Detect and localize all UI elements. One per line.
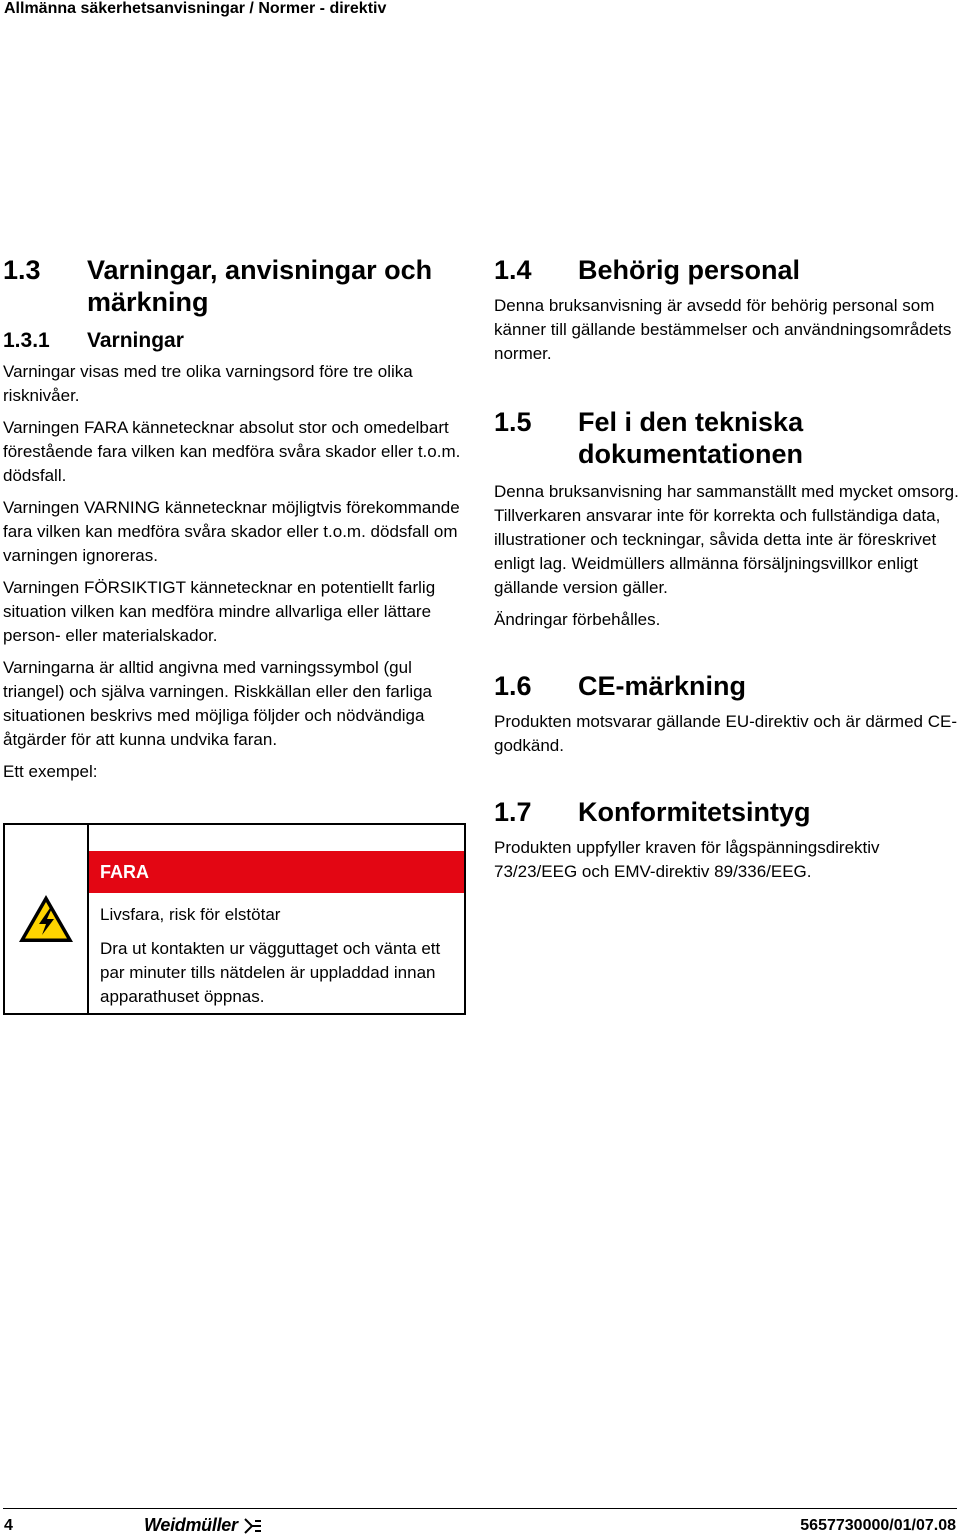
section-1-3-heading [3,254,468,318]
section-number: 1.3.1 [3,329,50,352]
paragraph: Produkten motsvarar gällande EU-direktiv och är därmed CE-godkänd. [494,712,957,755]
section-number: 1.5 [494,407,532,437]
action-text: Dra ut kontakten ur vägguttaget och vänta ett par minuter tills nätdelen är uppladdad innan apparathuset öppnas. [100,939,441,1006]
section-number: 1.6 [494,671,532,701]
warning-icon-cell [5,825,89,1013]
section-title: Konformitetsintyg [578,797,811,827]
section-title: Behörig personal [578,255,801,285]
section-number: 1.3 [3,255,41,285]
logo-text: Weidmüller [144,1515,238,1535]
paragraph: Ett exempel: [3,762,98,781]
weidmuller-logo [144,1515,263,1536]
paragraph: Varningarna är alltid angivna med varningssymbol (gul triangel) och själva varningen. Riskkällan eller den farliga situationen beskrivs med möjliga följder och nödvändiga åtgärder för att kunna undvika faran. [3,658,433,749]
right-column [494,254,959,892]
paragraph: Varningar visas med tre olika varningsord före tre olika risknivåer. [3,362,413,405]
section-1-4-heading [494,254,959,286]
paragraph: Varningen FARA kännetecknar absolut stor och omedelbart förestående fara vilken kan medföra svåra skador eller t.o.m. dödsfall. [3,418,461,485]
section-1-7-heading [494,796,959,828]
page-header-title: Allmänna säkerhetsanvisningar / Normer - direktiv [4,0,387,17]
paragraph: Denna bruksanvisning är avsedd för behörig personal som känner till gällande bestämmelser och användningsområdets normer. [494,296,952,363]
paragraph: Varningen VARNING kännetecknar möjligtvis förekommande fara vilken kan medföra svåra skador eller t.o.m. dödsfall om varningen ignoreras. [3,498,460,565]
paragraph: Varningen FÖRSIKTIGT kännetecknar en potentiellt farlig situation vilken kan medföra mindre allvarliga eller lättare person- eller materialskador. [3,578,436,645]
signal-word-bar: FARA [89,851,464,893]
section-1-6-heading [494,670,959,702]
section-title: CE-märkning [578,671,747,701]
section-title: Fel i den tekniska dokumentationen [578,407,804,469]
page-number: 4 [4,1517,13,1534]
paragraph: Denna bruksanvisning har sammanställt med mycket omsorg. Tillverkaren ansvarar inte för korrekta och fullständiga data, illustrationer och teckningar, såvida detta inte är föreskrivet enligt lag. Weidmüllers allmänna försäljningsvillkor enligt gällande version gäller. [494,482,959,597]
hazard-text: Livsfara, risk för elstötar [100,905,281,924]
section-number: 1.7 [494,797,532,827]
left-column [3,254,468,792]
electrical-hazard-icon [17,893,75,945]
paragraph: Produkten uppfyller kraven för lågspänningsdirektiv 73/23/EEG och EMV-direktiv 89/336/EEG. [494,838,880,881]
section-title: Varningar [87,329,184,352]
footer-divider [3,1508,957,1509]
logo-emblem-icon [243,1517,263,1535]
section-number: 1.4 [494,255,532,285]
document-number: 5657730000/01/07.08 [800,1517,956,1534]
paragraph: Ändringar förbehålles. [494,610,661,629]
section-1-5-heading [494,406,959,470]
section-title: Varningar, anvisningar och märkning [87,255,433,317]
warning-example-box [3,823,466,1015]
section-1-3-1-heading [3,328,468,354]
